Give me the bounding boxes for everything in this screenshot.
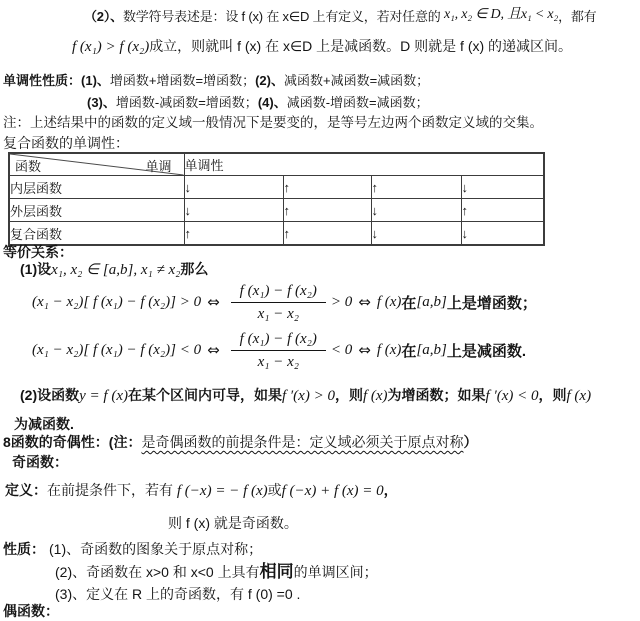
deriv-text-3: 为增函数；如果 — [387, 387, 486, 403]
setup-math: x₁, x₂ ∈ [a,b], x₁ ≠ x₂ — [51, 262, 181, 278]
monotonic-note: 注：上述结果中的函数的定义域一般情况下是要变的，是等号左边两个函数定义域的交集。 — [3, 115, 543, 130]
formula-comparison: > 0 — [330, 293, 353, 310]
then-odd-function-line: 则 f (x) 就是奇函数。 — [168, 515, 298, 531]
item-marker-4: (4)、 — [257, 95, 287, 110]
item-text-1: 增函数+增函数=增函数； — [109, 73, 256, 88]
derivative-criterion-line-2: 为减函数. — [14, 416, 74, 432]
fraction — [231, 330, 326, 371]
monotonic-properties-line-2 — [87, 93, 429, 112]
arrow-cell: ↓ — [184, 199, 283, 222]
table-row — [9, 199, 544, 222]
intro-label: （2）、 — [84, 9, 123, 24]
iff-arrow-icon: ⇔ — [358, 341, 371, 359]
odd-properties-line-2 — [55, 562, 378, 582]
odd-function-title: 奇函数： — [12, 454, 68, 470]
arrow-cell: ↑ — [283, 199, 371, 222]
intro-line-1 — [84, 7, 596, 27]
arrow-cell: ↓ — [461, 176, 544, 199]
formula-conclusion: 上是增函数； — [446, 294, 537, 312]
fraction-numerator: f (x₁) − f (x₂) — [231, 330, 326, 351]
item-marker-2: (2)、 — [255, 73, 284, 88]
iff-arrow-icon: ⇔ — [207, 341, 220, 359]
definition-math-1: f (−x) = − f (x) — [176, 483, 268, 499]
formula-zai: 在 — [401, 342, 417, 360]
row-label-outer-function: 外层函数 — [9, 199, 184, 222]
corner-label-monotone: 单调 — [145, 159, 172, 174]
formula-comparison: < 0 — [330, 341, 353, 358]
deriv-text-2: ，则 — [334, 387, 363, 403]
arrow-cell: ↓ — [461, 222, 544, 246]
formula-lhs: (x₁ − x₂)[ f (x₁) − f (x₂)] > 0 — [32, 293, 202, 310]
definition-math-2: f (−x) + f (x) = 0 — [281, 483, 384, 499]
item-marker-1: (1)、 — [81, 73, 110, 88]
setup-tail: 那么 — [180, 261, 209, 277]
intro-math-2: f (x₁) > f (x₂) — [72, 39, 150, 55]
intro-text-2: ，都有 — [558, 9, 597, 24]
deriv-text-4: ，则 — [538, 387, 567, 403]
composite-monotonicity-title: 复合函数的单调性： — [3, 135, 129, 151]
table-header-row — [9, 153, 544, 176]
composite-monotonicity-table — [8, 152, 545, 246]
formula-lhs: (x₁ − x₂)[ f (x₁) − f (x₂)] < 0 — [32, 341, 202, 358]
monotonic-properties-line-1 — [3, 71, 429, 90]
odd-function-definition — [5, 481, 398, 501]
property-2-c: 的单调区间； — [293, 564, 378, 580]
odd-properties-line-3: (3)、定义在 R 上的奇函数，有 f (0) =0 . — [55, 586, 301, 602]
fraction-numerator: f (x₁) − f (x₂) — [231, 282, 326, 303]
corner-cell — [9, 153, 184, 176]
arrow-cell: ↓ — [371, 222, 461, 246]
fraction-denominator: x₁ − x₂ — [257, 305, 299, 322]
intro-line-2 — [72, 37, 572, 57]
definition-text-2: 或 — [267, 482, 282, 498]
properties-label: 性质： — [3, 541, 45, 557]
property-2-a: (2)、奇函数在 x>0 和 x<0 上具有 — [55, 564, 260, 580]
formula-fx: f (x) — [376, 293, 402, 310]
item-text-2: 减函数+减函数=减函数； — [283, 73, 430, 88]
row-label-inner-function: 内层函数 — [9, 176, 184, 199]
parity-heading-lead: 8函数的奇偶性：(注： — [3, 434, 142, 450]
formula-zai: 在 — [401, 294, 417, 312]
parity-heading-close: ） — [463, 434, 478, 450]
intro-text-1: 数学符号表述是：设 f (x) 在 x∈D 上有定义，若对任意的 — [122, 9, 444, 24]
monotonicity-header-cell: 单调性 — [184, 153, 544, 176]
arrow-cell: ↑ — [283, 222, 371, 246]
definition-text-1: 在前提条件下，若有 — [47, 482, 177, 498]
intro-text-3: 成立，则就叫 f (x) 在 x∈D 上是减函数。D 则就是 f (x) 的递减区间。 — [149, 38, 573, 54]
row-label-composite-function: 复合函数 — [9, 222, 184, 246]
increasing-equivalence-formula — [32, 280, 537, 324]
equivalence-heading: 等价关系： — [3, 244, 73, 260]
definition-label: 定义： — [5, 482, 47, 498]
table-row — [9, 222, 544, 246]
derivative-criterion-line-1 — [20, 386, 591, 406]
parity-heading-note: 是奇偶函数的前提条件是：定义域必须关于原点对称 — [141, 434, 464, 450]
decreasing-equivalence-formula — [32, 328, 526, 372]
parity-heading — [3, 433, 477, 452]
equivalence-setup-line — [20, 260, 208, 280]
property-2-emphasis: 相同 — [259, 562, 294, 581]
iff-arrow-icon: ⇔ — [207, 293, 220, 311]
arrow-cell: ↑ — [184, 222, 283, 246]
even-function-title: 偶函数： — [3, 603, 59, 619]
corner-label-function: 函数 — [15, 159, 42, 174]
setup-label: (1)设 — [20, 261, 52, 277]
formula-interval: [a,b] — [416, 341, 447, 358]
arrow-cell: ↑ — [461, 199, 544, 222]
arrow-cell: ↑ — [283, 176, 371, 199]
item-marker-3: (3)、 — [87, 95, 116, 110]
odd-properties-line-1 — [3, 540, 262, 559]
item-text-3: 增函数-减函数=增函数； — [115, 95, 258, 110]
arrow-cell: ↓ — [184, 176, 283, 199]
property-1: (1)、奇函数的图象关于原点对称； — [49, 541, 263, 557]
arrow-cell: ↑ — [371, 176, 461, 199]
deriv-math-4: f ′(x) < 0 — [485, 388, 539, 404]
intro-math-1: x₁, x₂ ∈ D, 且x₁ < x₂ — [444, 7, 559, 22]
fraction-denominator: x₁ − x₂ — [257, 353, 299, 370]
deriv-text-1: 在某个区间内可导，如果 — [127, 387, 282, 403]
formula-conclusion: 上是减函数. — [446, 342, 527, 360]
definition-text-3: ， — [383, 482, 398, 498]
table-row — [9, 176, 544, 199]
fraction — [231, 282, 326, 323]
item-text-4: 减函数-增函数=减函数； — [286, 95, 429, 110]
deriv-math-1: y = f (x) — [79, 388, 128, 404]
deriv-math-5: f (x) — [566, 388, 592, 404]
monotonic-label: 单调性性质： — [3, 73, 82, 88]
deriv-label: (2)设函数 — [20, 387, 80, 403]
arrow-cell: ↓ — [371, 199, 461, 222]
deriv-math-2: f ′(x) > 0 — [281, 388, 335, 404]
iff-arrow-icon: ⇔ — [358, 293, 371, 311]
formula-interval: [a,b] — [416, 293, 447, 310]
formula-fx: f (x) — [376, 341, 402, 358]
deriv-math-3: f (x) — [362, 388, 388, 404]
